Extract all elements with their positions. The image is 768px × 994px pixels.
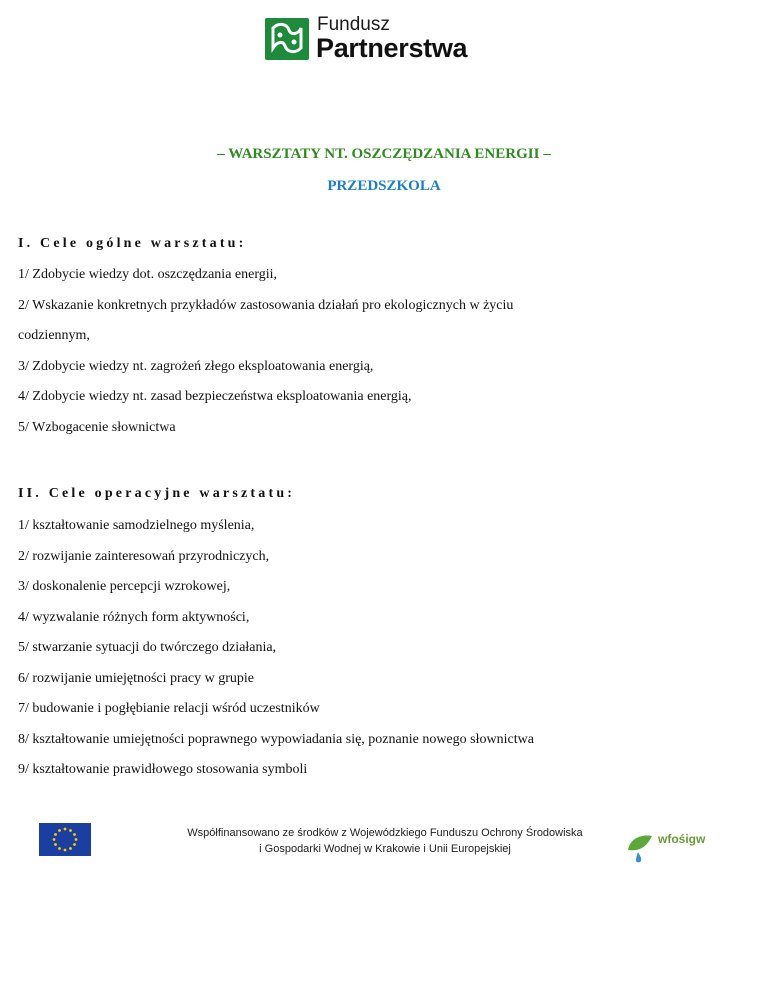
page-subtitle: PRZEDSZKOLA bbox=[327, 178, 441, 194]
list-item: 2/ Wskazanie konkretnych przykładów zastosowania działań pro ekologicznych w życiu bbox=[18, 297, 514, 313]
logo-text-fundusz: Fundusz bbox=[317, 14, 390, 35]
list-item: 3/ doskonalenie percepcji wzrokowej, bbox=[18, 579, 231, 594]
list-item: 4/ wyzwalanie różnych form aktywności, bbox=[18, 609, 250, 625]
list-item: 1/ Zdobycie wiedzy dot. oszczędzania energii, bbox=[18, 267, 278, 282]
section-2-heading: II. Cele operacyjne warsztatu: bbox=[18, 486, 296, 501]
logo-emblem-icon bbox=[265, 18, 309, 60]
section-1-heading: I. Cele ogólne warsztatu: bbox=[18, 236, 247, 251]
list-item: 4/ Zdobycie wiedzy nt. zasad bezpieczeństwa eksploatowania energią, bbox=[18, 389, 412, 404]
section-1-list bbox=[18, 265, 513, 448]
list-item: 2/ rozwijanie zainteresowań przyrodniczych, bbox=[18, 548, 270, 564]
list-item: 6/ rozwijanie umiejętności pracy w grupie bbox=[18, 670, 254, 686]
list-item: 1/ kształtowanie samodzielnego myślenia, bbox=[18, 518, 255, 533]
list-item: codziennym, bbox=[18, 328, 90, 343]
list-item: 3/ Zdobycie wiedzy nt. zagrożeń złego eksploatowania energią, bbox=[18, 358, 374, 374]
wfosigw-logo-text: wfośigw bbox=[658, 832, 706, 846]
list-item: 5/ stwarzanie sytuacji do twórczego działania, bbox=[18, 640, 277, 655]
footer-line-1: Współfinansowano ze środków z Wojewódzkiego Funduszu Ochrony Środowiska bbox=[187, 827, 583, 839]
fundusz-partnerstwa-logo bbox=[265, 16, 515, 62]
eu-flag-icon bbox=[39, 823, 91, 856]
list-item: 7/ budowanie i pogłębianie relacji wśród uczestników bbox=[18, 701, 320, 716]
footer-line-2: i Gospodarki Wodnej w Krakowie i Unii Europejskiej bbox=[259, 843, 511, 855]
logo-text-partnerstwa: Partnerstwa bbox=[316, 33, 468, 63]
list-item: 8/ kształtowanie umiejętności poprawnego wypowiadania się, poznanie nowego słownictwa bbox=[18, 731, 534, 747]
footer-cofinancing-note bbox=[140, 825, 630, 857]
leaf-drop-icon bbox=[624, 830, 658, 866]
page-title: – WARSZTATY NT. OSZCZĘDZANIA ENERGII – bbox=[217, 146, 551, 162]
list-item: 9/ kształtowanie prawidłowego stosowania symboli bbox=[18, 762, 308, 777]
list-item: 5/ Wzbogacenie słownictwa bbox=[18, 419, 176, 435]
wfosigw-logo bbox=[624, 830, 706, 866]
section-2-list bbox=[18, 516, 534, 791]
